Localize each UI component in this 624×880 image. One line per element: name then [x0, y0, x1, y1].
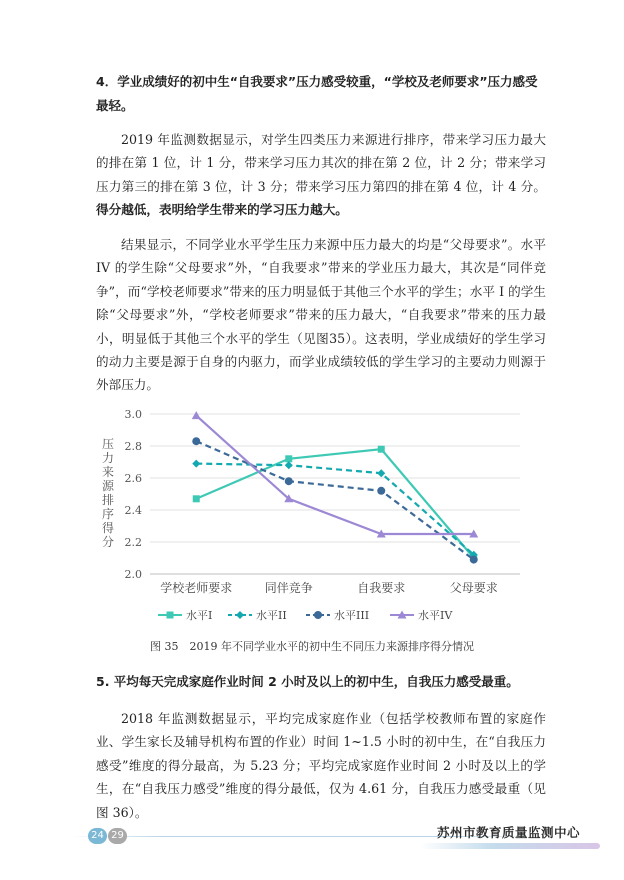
legend-item	[390, 608, 453, 622]
data-point	[192, 437, 200, 445]
y-label-char: 源	[101, 479, 115, 493]
x-axis-ticks	[160, 580, 498, 595]
series-3	[192, 437, 478, 563]
legend-marker	[314, 611, 322, 619]
y-tick-label: 2.4	[124, 504, 142, 517]
legend-item	[228, 608, 287, 622]
x-tick-label: 学校老师要求	[160, 581, 233, 595]
legend-item	[158, 608, 212, 622]
data-point	[470, 556, 478, 564]
y-label-char: 来	[101, 465, 115, 479]
current-page-badge: 24	[88, 828, 107, 844]
data-point	[193, 495, 200, 502]
section5-heading: 5. 平均每天完成家庭作业时间 2 小时及以上的初中生，自我压力感受最重。	[96, 674, 519, 689]
data-point	[192, 460, 200, 468]
bold-conclusion: 得分越低，表明给学生带来的学习压力越大。	[96, 202, 348, 218]
section4-paragraph-1	[96, 128, 546, 222]
y-tick-label: 2.6	[124, 472, 142, 485]
data-point	[378, 446, 385, 453]
y-label-char: 排	[101, 493, 115, 507]
legend-label: 水平IV	[418, 609, 453, 622]
y-label-char: 分	[101, 535, 115, 549]
y-label-char: 力	[101, 451, 115, 465]
data-point	[377, 487, 385, 495]
total-pages-badge: 29	[108, 828, 127, 844]
chart-legend	[158, 608, 453, 622]
section4-heading: 4．学业成绩好的初中生“自我要求”压力感受较重，“学校及老师要求”压力感受最轻。	[96, 74, 538, 113]
series-4	[192, 411, 479, 537]
data-point	[377, 469, 385, 477]
x-tick-label: 父母要求	[449, 581, 498, 595]
data-point	[285, 461, 293, 469]
y-axis-label	[102, 437, 115, 549]
line-chart	[96, 398, 536, 628]
y-label-char: 压	[101, 437, 115, 451]
y-axis-ticks	[125, 408, 143, 581]
data-point	[192, 411, 201, 419]
y-label-char: 得	[101, 521, 115, 535]
footer-organization: 苏州市教育质量监测中心	[436, 825, 580, 840]
legend-label: 水平III	[334, 609, 370, 622]
y-tick-label: 2.2	[124, 536, 142, 549]
paragraph-text: 2019 年监测数据显示，对学生四类压力来源进行排序，带来学习压力最大的排在第 1 位，计 1 分，带来学习压力其次的排在第 2 位，计 2 分；带来学习压力第三的排在第 3 位，计 3 分；带来学习压力第四的排在第 4 位，计 4 分。	[96, 132, 546, 194]
y-tick-label: 2.8	[124, 440, 142, 453]
x-tick-label: 同伴竞争	[264, 581, 313, 595]
legend-marker	[236, 611, 244, 619]
series-1	[193, 446, 478, 562]
y-tick-label: 3.0	[124, 408, 142, 421]
series-line	[196, 416, 474, 534]
series-2	[192, 460, 478, 559]
footer-accent-bar	[420, 843, 600, 849]
y-tick-label: 2.0	[124, 568, 142, 581]
data-point	[285, 477, 293, 485]
section4-paragraph-2: 结果显示，不同学业水平学生压力来源中压力最大的均是“父母要求”。水平 IV 的学生除“父母要求”外，“自我要求”带来的学业压力最大，其次是“同伴竞争”，而“学校老师要求”带来的压力明显低于其他三个水平的学生；水平 I 的学生除“父母要求”外，“学校老师要求”带来的压力最大，“自我要求”带来的压力最小，明显低于其他三个水平的学生（见图35）。这表明，学业成绩好的学生学习的动力主要是源于自身的内驱力，而学业成绩较低的学生学习的主要动力则源于外部压力。	[96, 237, 546, 393]
figure-caption: 图 35 2019 年不同学业水平的初中生不同压力来源排序得分情况	[150, 640, 474, 653]
legend-label: 水平II	[256, 609, 287, 622]
legend-label: 水平I	[186, 609, 213, 622]
legend-item	[306, 608, 369, 622]
chart-series	[192, 411, 479, 563]
x-tick-label: 自我要求	[357, 581, 406, 595]
legend-marker	[167, 612, 174, 619]
y-label-char: 序	[101, 507, 115, 521]
section5-paragraph: 2018 年监测数据显示，平均完成家庭作业（包括学校教师布置的家庭作业、学生家长及辅导机构布置的作业）时间 1~1.5 小时的初中生，在“自我压力感受”维度的得分最高，为 5.23 分；平均完成家庭作业时间 2 小时及以上的学生，在“自我压力感受”维度的得分最低，仅为 4.61 分，自我压力感受最重（见图 36）。	[96, 711, 546, 820]
